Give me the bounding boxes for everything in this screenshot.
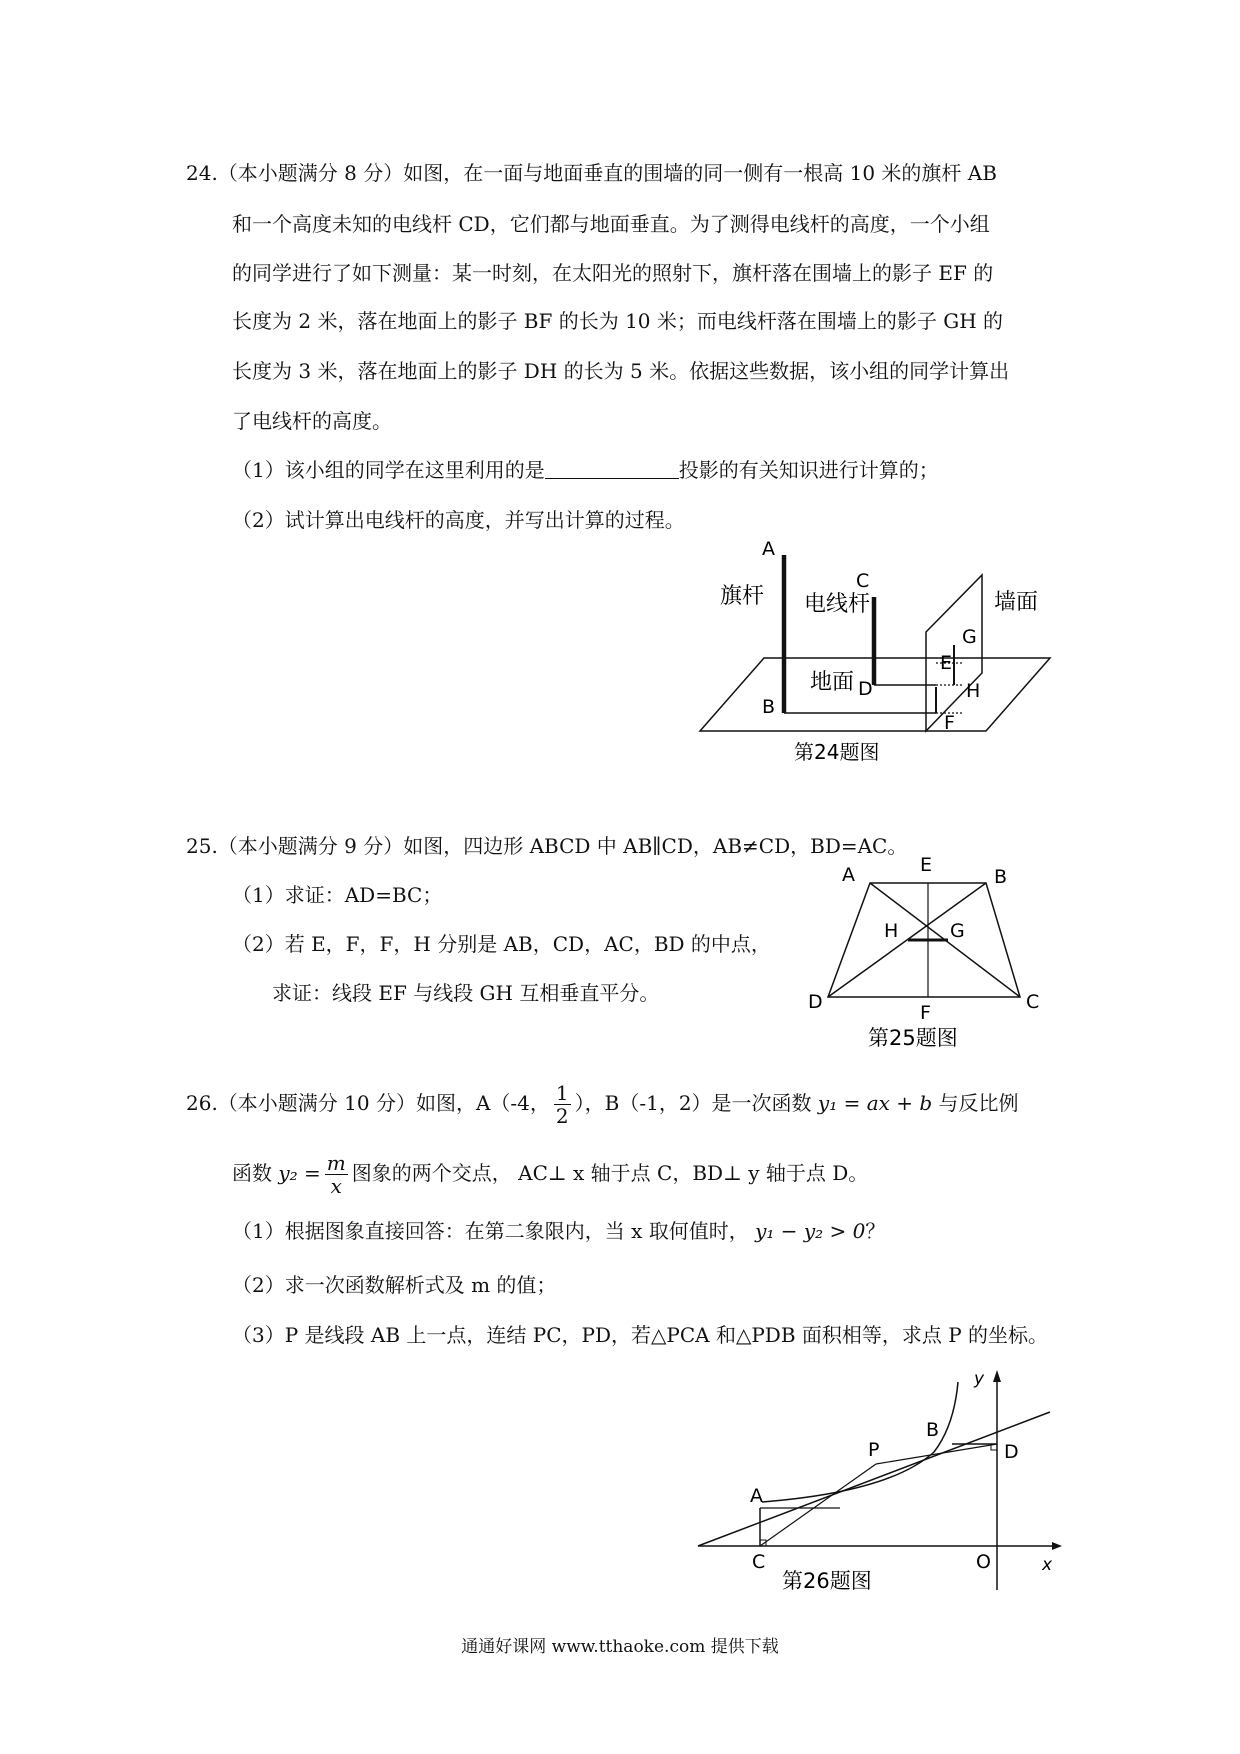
fig25-label-C: C (1026, 991, 1040, 1013)
q26-line-1a: 26.（本小题满分 10 分）如图，A（-4， (186, 1091, 550, 1115)
page-footer: 通通好课网 www.tthaoke.com 提供下载 (461, 1637, 779, 1657)
fig24-label-H: H (966, 680, 981, 702)
q24-line-4: 长度为 2 米，落在地面上的影子 BF 的长为 10 米；而电线杆落在围墙上的影子 GH 的 (232, 309, 1004, 333)
q26-line-1 (186, 1082, 1019, 1127)
fig25-label-G: G (950, 920, 965, 942)
fig25-label-A: A (842, 864, 855, 886)
fig24-label-D: D (858, 678, 873, 700)
fig24-label-wall: 墙面 (994, 590, 1039, 615)
fig24-label-ground: 地面 (810, 670, 855, 695)
fig26-label-x: x (1042, 1555, 1053, 1575)
fig25-caption: 第25题图 (868, 1026, 958, 1050)
fraction-m: m (326, 1151, 346, 1175)
fig24-caption: 第24题图 (794, 740, 880, 764)
figure-25 (800, 855, 1060, 1055)
q26-part-1 (232, 1218, 885, 1244)
q24-line-6: 了电线杆的高度。 (232, 409, 392, 433)
q26-line-1b: ），B（-1，2）是一次函数 (574, 1091, 812, 1115)
q26-line-2 (232, 1152, 868, 1197)
q26-part-3: （3）P 是线段 AB 上一点，连结 PC，PD，若△PCA 和△PDB 面积相等，求点 P 的坐标。 (232, 1323, 1049, 1347)
q24-part-1-prefix: （1）该小组的同学在这里利用的是 (232, 458, 545, 482)
fig24-label-E: E (940, 652, 953, 674)
figure-24 (700, 535, 1060, 775)
q26-part-1a: （1）根据图象直接回答：在第二象限内，当 x 取何值时， (232, 1219, 749, 1243)
fig25-label-H: H (884, 920, 899, 942)
fraction-x: x (330, 1174, 342, 1198)
q25-part-2b: 求证：线段 EF 与线段 GH 互相垂直平分。 (272, 981, 660, 1005)
q24-line-2: 和一个高度未知的电线杆 CD，它们都与地面垂直。为了测得电线杆的高度，一个小组 (232, 212, 990, 236)
fig25-label-E: E (920, 854, 933, 876)
q24-part-1 (232, 457, 939, 483)
fig24-label-C: C (856, 570, 870, 592)
q26-part-1b: ？ (865, 1219, 886, 1243)
fig26-label-P: P (868, 1439, 880, 1461)
q26-line-2b: 图象的两个交点， AC⊥ x 轴于点 C，BD⊥ y 轴于点 D。 (351, 1161, 869, 1185)
q25-line-1: 25.（本小题满分 9 分）如图，四边形 ABCD 中 AB∥CD，AB≠CD，BD=AC。 (186, 834, 908, 858)
fig26-label-D: D (1004, 1441, 1019, 1463)
fig24-label-G: G (962, 626, 977, 648)
fig26-label-C: C (752, 1551, 766, 1573)
q25-part-1: （1）求证：AD=BC； (232, 883, 443, 907)
fig25-label-D: D (808, 991, 823, 1013)
q24-part-2: （2）试计算出电线杆的高度，并写出计算的过程。 (232, 508, 685, 532)
q26-line-2a: 函数 (232, 1161, 272, 1185)
fig26-label-B: B (926, 1419, 940, 1441)
fig25-label-F: F (920, 1002, 931, 1024)
q24-line-1: 24.（本小题满分 8 分）如图，在一面与地面垂直的围墙的同一侧有一根高 10 米的旗杆 AB (186, 161, 997, 185)
q24-part-1-suffix: 投影的有关知识进行计算的； (678, 458, 939, 482)
fig24-label-A: A (762, 538, 775, 560)
fig26-label-y: y (974, 1369, 985, 1389)
fraction-denominator: 2 (555, 1104, 569, 1128)
figure-26 (690, 1362, 1070, 1598)
fig24-label-pole: 电线杆 (804, 592, 871, 617)
fig26-caption: 第26题图 (782, 1569, 872, 1593)
fig24-label-F: F (944, 712, 955, 734)
fraction-m-over-x (325, 1152, 348, 1197)
fig24-label-B: B (762, 696, 776, 718)
q25-part-2: （2）若 E，F，F，H 分别是 AB，CD，AC，BD 的中点， (232, 932, 771, 956)
fig24-label-flagpole: 旗杆 (720, 584, 765, 609)
q24-line-3: 的同学进行了如下测量：某一时刻，在太阳光的照射下，旗杆落在围墙上的影子 EF 的 (232, 261, 994, 285)
inverse-function-expr: y₂ = (278, 1161, 321, 1185)
linear-function-expr: y₁ = ax + b (817, 1091, 933, 1115)
q24-line-5: 长度为 3 米，落在地面上的影子 DH 的长为 5 米。依据这些数据，该小组的同学计算出 (232, 359, 1010, 383)
answer-blank[interactable] (545, 458, 679, 479)
fig26-label-A: A (750, 1485, 763, 1507)
fraction-numerator: 1 (555, 1081, 569, 1105)
q26-part-2: （2）求一次函数解析式及 m 的值； (232, 1273, 557, 1297)
fig26-label-O: O (976, 1551, 991, 1573)
inequality-expr: y₁ − y₂ > 0 (755, 1219, 866, 1243)
fig25-label-B: B (994, 866, 1008, 888)
q26-line-1c: 与反比例 (938, 1091, 1019, 1115)
fraction-one-half (554, 1082, 571, 1127)
